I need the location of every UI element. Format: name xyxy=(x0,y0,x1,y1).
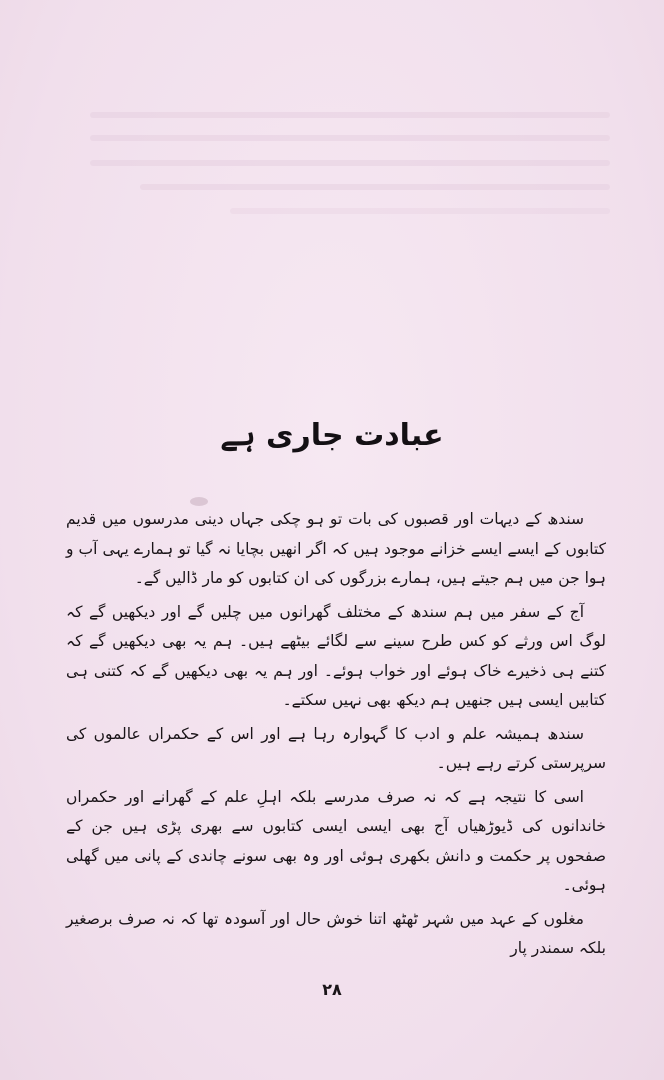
paragraph: آج کے سفر میں ہم سندھ کے مختلف گھرانوں میں چلیں گے اور دیکھیں گے کہ لوگ اس ورثے کو کس طرح سینے سے لگائے بیٹھے ہیں۔ ہم یہ بھی دیکھیں گے کہ کتنے ہی ذخیرے خاک ہوئے اور خواب ہوئے۔ اور ہم یہ بھی دیکھیں گے کہ کتنی ہی کتابیں ایسی ہیں جنھیں ہم دیکھ بھی نہیں سکتے۔ xyxy=(66,602,606,709)
paragraph: اسی کا نتیجہ ہے کہ نہ صرف مدرسے بلکہ اہلِ علم کے گھرانے اور حکمراں خاندانوں کی ڈیوڑھیاں آج بھی ایسی ایسی کتابوں سے بھری پڑی ہیں جن کے صفحوں پر حکمت و دانش بکھری ہوئی اور وہ بھی سونے چاندی کے پانی میں گھلی ہوئی۔ xyxy=(66,787,606,894)
page-number: ۲۸ xyxy=(322,980,342,999)
paragraph: مغلوں کے عہد میں شہر ٹھٹھ اتنا خوش حال اور آسودہ تھا کہ نہ صرف برصغیر بلکہ سمندر پار xyxy=(66,909,606,957)
body-text xyxy=(66,505,606,968)
bleed-through-line xyxy=(230,208,610,214)
bleed-through-line xyxy=(90,135,610,141)
paragraph: سندھ کے دیہات اور قصبوں کی بات تو ہو چکی جہاں دینی مدرسوں میں قدیم کتابوں کے ایسے ایسے خزانے موجود ہیں کہ اگر انھیں بچایا نہ گیا تو ہمارے یہی آب و ہوا جن میں ہم جیتے ہیں، ہمارے بزرگوں کی ان کتابوں کو مار ڈالیں گے۔ xyxy=(66,510,606,587)
chapter-heading: عبادت جاری ہے xyxy=(220,418,444,453)
bleed-through-line xyxy=(140,184,610,190)
bleed-through-line xyxy=(90,112,610,118)
paragraph: سندھ ہمیشہ علم و ادب کا گہوارہ رہا ہے اور اس کے حکمراں عالموں کی سرپرستی کرتے رہے ہیں۔ xyxy=(66,724,606,772)
bleed-through-line xyxy=(90,160,610,166)
